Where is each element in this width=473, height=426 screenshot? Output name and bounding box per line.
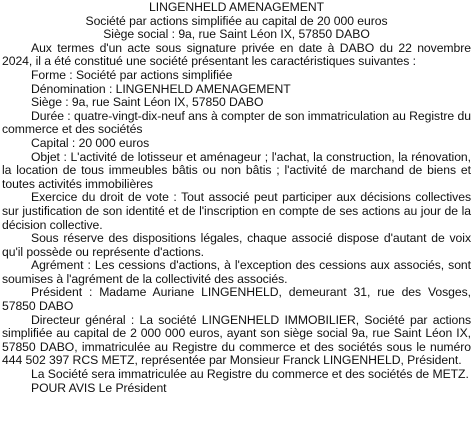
legal-form-line: Société par actions simplifiée au capital de 20 000 euros [85, 13, 388, 28]
voting-rights-paragraph: Exercice du droit de vote : Tout associé peut participer aux décisions collectives sur justification de son identité et de l'inscription en compte de ses actions au jour de la décision collective. [2, 190, 471, 232]
duree-paragraph: Durée : quatre-vingt-dix-neuf ans à compter de son immatriculation au Registre du commerce et des sociétés [2, 108, 471, 137]
denomination-line: Dénomination : LINGENHELD AMENAGEMENT [31, 81, 291, 96]
registration-line: La Société sera immatriculée au Registre du commerce et des sociétés de METZ. [31, 367, 469, 382]
forme-line: Forme : Société par actions simplifiée [31, 67, 233, 82]
signature-line: POUR AVIS Le Président [31, 380, 167, 395]
legal-provisions-paragraph: Sous réserve des dispositions légales, chaque associé dispose d'autant de voix qu'il possède ou représente d'actions. [2, 231, 471, 259]
president-paragraph: Président : Madame Auriane LINGENHELD, demeurant 31, rue des Vosges, 57850 DABO [2, 285, 471, 314]
capital-line: Capital : 20 000 euros [31, 135, 150, 150]
company-name: LINGENHELD AMENAGEMENT [149, 0, 324, 14]
siege-line: Siège : 9a, rue Saint Léon IX, 57850 DABO [31, 95, 264, 110]
objet-paragraph: Objet : L'activité de lotisseur et aménageur ; l'achat, la construction, la rénovation, la location de tous immeubles bâtis ou non bâtis ; l'activité de marchand de biens et toutes activités immobilières [2, 149, 471, 191]
general-director-paragraph: Directeur général : La société LINGENHELD IMMOBILIER, Société par actions simplifiée au capital de 2 000 000 euros, ayant son siège social 9a, rue Saint Léon IX, 57850 DABO, immatriculée au Registre du commerce et des sociétés sous le numéro 444 502 397 RCS METZ, représentée par Monsieur Franck LINGENHELD, Président. [2, 312, 471, 368]
approval-paragraph: Agrément : Les cessions d'actions, à l'exception des cessions aux associés, sont soumises à l'agrément de la collectivité des associés. [2, 258, 471, 286]
intro-paragraph: Aux termes d'un acte sous signature privée en date à DABO du 22 novembre 2024, il a été constitué une société présentant les caractéristiques suivantes : [2, 40, 471, 69]
registered-office-line: Siège social : 9a, rue Saint Léon IX, 57850 DABO [103, 27, 370, 42]
